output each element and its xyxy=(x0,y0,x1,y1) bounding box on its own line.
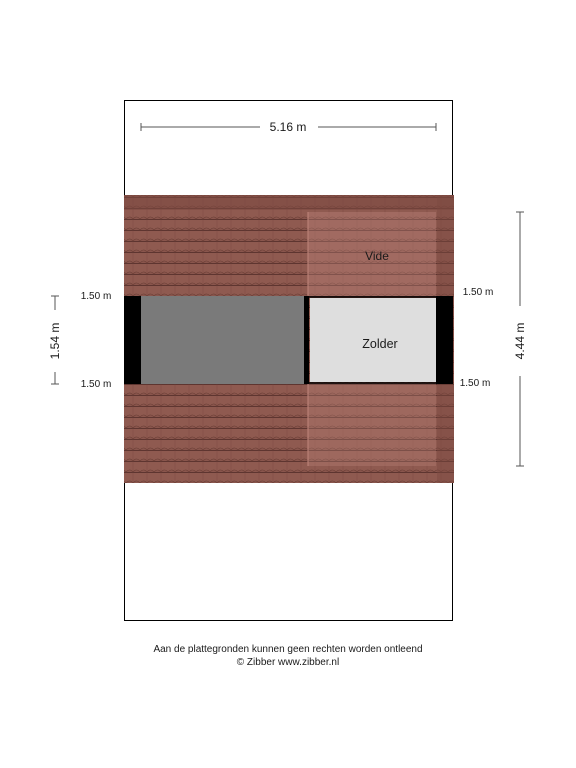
room-label-zolder: Zolder xyxy=(362,337,398,351)
wall-middle xyxy=(304,296,309,384)
dimension-left-upper: 1.50 m xyxy=(80,291,112,302)
wall-right xyxy=(436,296,453,384)
dimension-left-lower: 1.50 m xyxy=(80,379,112,390)
roof-border-top xyxy=(124,195,454,210)
dimension-width-label: 5.16 m xyxy=(269,120,307,134)
dimension-height-left-label: 1.54 m xyxy=(48,322,62,360)
wall-left xyxy=(124,296,141,384)
dormer-window-left xyxy=(141,296,306,384)
dimension-right-upper: 1.50 m xyxy=(462,287,494,298)
footer-copyright: © Zibber www.zibber.nl xyxy=(236,657,340,668)
footer-disclaimer: Aan de plattegronden kunnen geen rechten worden ontleend xyxy=(153,644,423,655)
dimension-height-right-label: 4.44 m xyxy=(513,322,527,360)
vide-area-lower xyxy=(308,384,436,466)
dimension-right-lower: 1.50 m xyxy=(459,378,491,389)
room-label-vide: Vide xyxy=(365,249,389,263)
